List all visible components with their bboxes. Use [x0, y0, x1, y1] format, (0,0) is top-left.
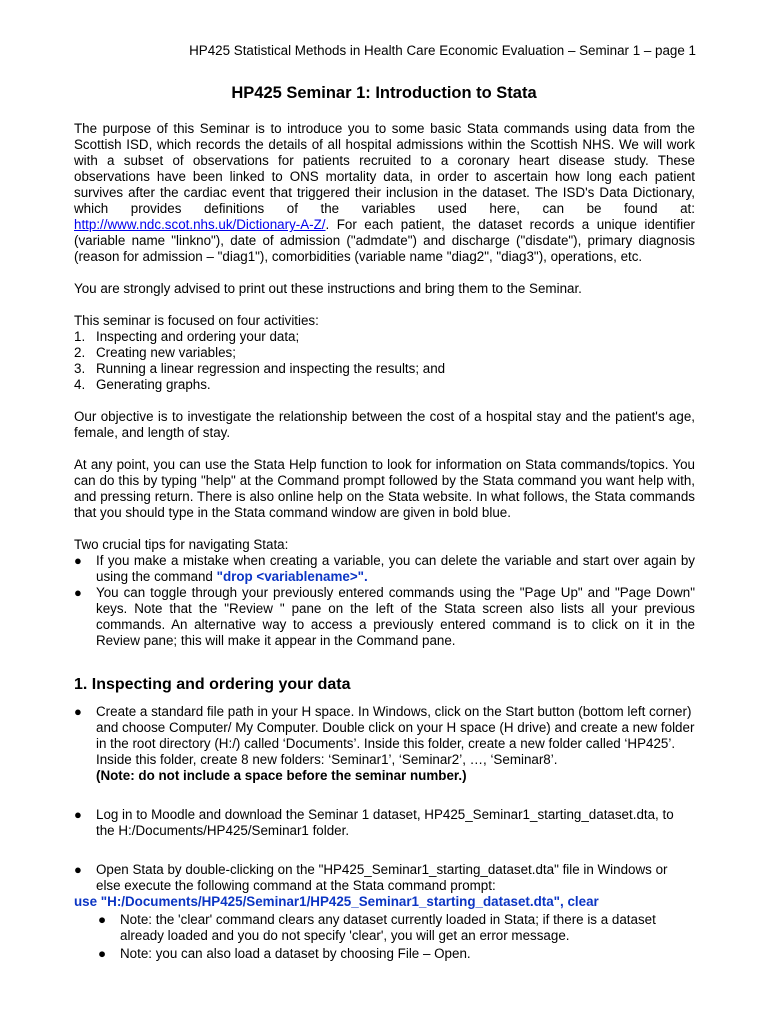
- notes-list: [74, 912, 695, 962]
- help-paragraph: At any point, you can use the Stata Help function to look for information on Stata commands/topics. You can do this by typing "help" at the Command prompt followed by the Stata command you want help with, and pressing return. There is also online help on the Stata website. In what follows, the Stata commands that you should type in the Stata command window are given in bold blue.: [74, 457, 695, 520]
- bullet-icon: ●: [74, 585, 82, 600]
- step-item: [74, 807, 695, 839]
- bullet-icon: ●: [74, 807, 82, 822]
- bullet-icon: ●: [98, 912, 107, 927]
- step-note: (Note: do not include a space before the seminar number.): [96, 768, 467, 783]
- activity-item: [74, 329, 695, 345]
- tip-item: [74, 553, 695, 585]
- bullet-icon: ●: [74, 704, 82, 719]
- activity-text: Creating new variables;: [96, 345, 236, 360]
- steps-list: [74, 807, 695, 839]
- activity-item: [74, 377, 695, 393]
- step-item: [74, 862, 695, 894]
- document-body: [74, 121, 695, 962]
- activity-text: Generating graphs.: [96, 377, 211, 392]
- tips-intro: Two crucial tips for navigating Stata:: [74, 537, 289, 552]
- tips-list: [74, 553, 695, 649]
- intro-text: The purpose of this Seminar is to introduce you to some basic Stata commands using data from the Scottish ISD, which records the details of all hospital admissions within the Scottish NHS. We will work with a subset of observations for patients recruited to a coronary heart disease study. These observations have been linked to ONS mortality data, in order to ascertain how long each patient survives after the cardiac event that triggered their inclusion in the dataset. The ISD's Data Dictionary, which provides definitions of the variables used here, can be found at:: [74, 121, 695, 216]
- activity-text: Running a linear regression and inspecting the results; and: [96, 361, 446, 376]
- bullet-icon: ●: [74, 553, 82, 568]
- step-item: [74, 704, 695, 784]
- advice-paragraph: You are strongly advised to print out these instructions and bring them to the Seminar.: [74, 281, 582, 296]
- activity-number: 2.: [74, 345, 86, 360]
- note-item: [74, 912, 695, 944]
- drop-command: "drop <variablename>": [216, 569, 365, 584]
- steps-list: [74, 862, 695, 894]
- steps-list: [74, 704, 695, 784]
- activities-intro: This seminar is focused on four activities:: [74, 313, 319, 328]
- activity-number: 3.: [74, 361, 86, 376]
- activity-number: 4.: [74, 377, 86, 392]
- tip-punctuation: .: [364, 569, 368, 584]
- tip-item: [74, 585, 695, 649]
- note-text: Note: you can also load a dataset by choosing File – Open.: [120, 946, 471, 961]
- note-item: [74, 946, 695, 962]
- section-heading: 1. Inspecting and ordering your data: [74, 676, 351, 693]
- note-text: Note: the 'clear' command clears any dataset currently loaded in Stata; if there is a dataset already loaded and you do not specify 'clear', you will get an error message.: [120, 912, 656, 943]
- running-header: HP425 Statistical Methods in Health Care Economic Evaluation – Seminar 1 – page 1: [189, 43, 696, 58]
- activity-number: 1.: [74, 329, 86, 344]
- intro-paragraph: [74, 121, 695, 265]
- step-text: Open Stata by double-clicking on the "HP425_Seminar1_starting_dataset.dta" file in Windows or else execute the following command at the Stata command prompt:: [96, 862, 668, 893]
- tip-text: You can toggle through your previously entered commands using the "Page Up" and "Page Down" keys. Note that the "Review " pane on the left of the Stata screen also lists all your previous commands. An alternative way to access a previously entered command is to click on it in the Review pane; this will make it appear in the Command pane.: [96, 585, 695, 648]
- step-text: Create a standard file path in your H space. In Windows, click on the Start button (bottom left corner) and choose Computer/ My Computer. Double click on your H space (H drive) and create a new folder in the root directory (H:/) called ‘Documents’. Inside this folder, create a new folder called ‘HP425’. Inside this folder, create 8 new folders: ‘Seminar1’, ‘Seminar2’, …, ‘Seminar8’.: [96, 704, 695, 767]
- step-text: Log in to Moodle and download the Seminar 1 dataset, HP425_Seminar1_starting_dataset.dta, to the H:/Documents/HP425/Seminar1 folder.: [96, 807, 674, 838]
- activity-item: [74, 345, 695, 361]
- intro-text-continued: . For each patient, the dataset records a unique identifier (variable name "linkno"), date of admission ("admdate") and discharge ("disdate"), primary diagnosis (reason for admission – "diag1"), comorbidities (variable name "diag2", "diag3"), operations, etc.: [74, 217, 695, 264]
- tip-text: If you make a mistake when creating a variable, you can delete the variable and start over again by using the command: [96, 553, 695, 584]
- activity-text: Inspecting and ordering your data;: [96, 329, 300, 344]
- objective-paragraph: Our objective is to investigate the relationship between the cost of a hospital stay and the patient's age, female, and length of stay.: [74, 409, 695, 440]
- activities-list: [74, 329, 695, 393]
- activity-item: [74, 361, 695, 377]
- bullet-icon: ●: [98, 946, 107, 961]
- use-command: use "H:/Documents/HP425/Seminar1/HP425_Seminar1_starting_dataset.dta", clear: [74, 894, 599, 909]
- page-title: HP425 Seminar 1: Introduction to Stata: [231, 84, 537, 102]
- bullet-icon: ●: [74, 862, 82, 877]
- data-dictionary-link[interactable]: http://www.ndc.scot.nhs.uk/Dictionary-A-Z/: [74, 217, 326, 232]
